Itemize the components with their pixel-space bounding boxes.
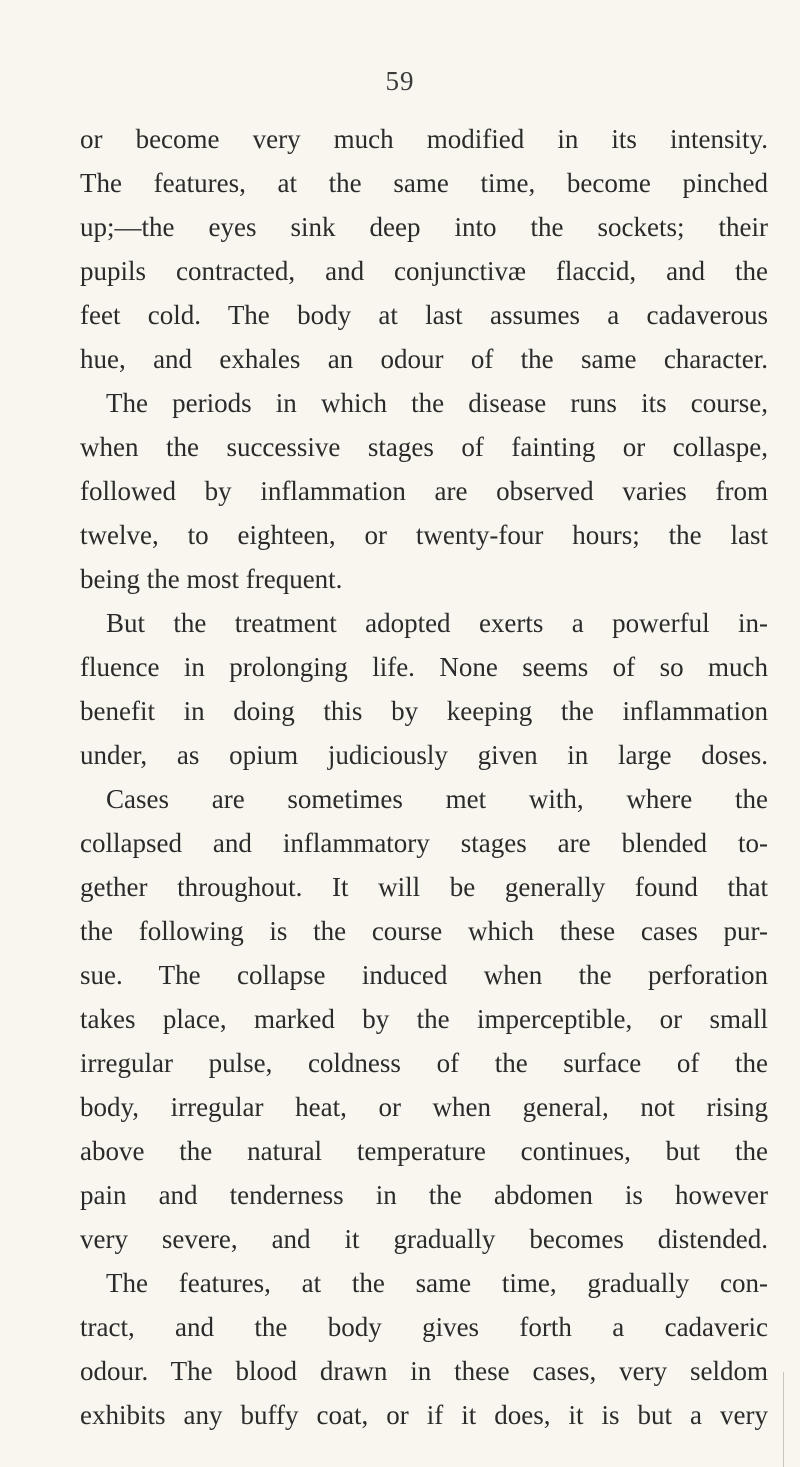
text-line: takes place, marked by the imperceptible, or small	[80, 1004, 768, 1034]
text-line: above the natural temperature continues, but the	[80, 1136, 768, 1166]
text-line: body, irregular heat, or when general, not rising	[80, 1092, 768, 1122]
text-line: The features, at the same time, become pinched	[80, 168, 768, 198]
text-line: benefit in doing this by keeping the inflammation	[80, 696, 768, 726]
text-line: The features, at the same time, gradually con-	[106, 1268, 768, 1298]
text-line: when the successive stages of fainting or collaspe,	[80, 432, 768, 462]
text-line: being the most frequent.	[80, 564, 343, 594]
text-line: The periods in which the disease runs its course,	[106, 388, 768, 418]
text-line: hue, and exhales an odour of the same character.	[80, 344, 768, 374]
text-line: collapsed and inflammatory stages are blended to-	[80, 828, 768, 858]
text-line: fluence in prolonging life. None seems of so much	[80, 652, 768, 682]
page-number: 59	[385, 66, 415, 96]
page-edge-line	[783, 1372, 784, 1467]
text-line: feet cold. The body at last assumes a cadaverous	[80, 300, 768, 330]
text-line: irregular pulse, coldness of the surface of the	[80, 1048, 768, 1078]
text-line: Cases are sometimes met with, where the	[106, 784, 768, 814]
text-line: up;—the eyes sink deep into the sockets; their	[80, 212, 768, 242]
text-line: pain and tenderness in the abdomen is however	[80, 1180, 768, 1210]
text-line: followed by inflammation are observed varies from	[80, 476, 768, 506]
text-line: exhibits any buffy coat, or if it does, it is but a very	[80, 1400, 768, 1430]
text-line: twelve, to eighteen, or twenty-four hours; the last	[80, 520, 768, 550]
text-line: gether throughout. It will be generally found that	[80, 872, 768, 902]
text-line: the following is the course which these cases pur-	[80, 916, 768, 946]
text-line: odour. The blood drawn in these cases, very seldom	[80, 1356, 768, 1386]
text-line: pupils contracted, and conjunctivæ flaccid, and the	[80, 256, 768, 286]
text-line: very severe, and it gradually becomes distended.	[80, 1224, 768, 1254]
text-line: But the treatment adopted exerts a powerful in-	[106, 608, 768, 638]
text-line: or become very much modified in its intensity.	[80, 124, 768, 154]
text-line: tract, and the body gives forth a cadaveric	[80, 1312, 768, 1342]
text-line: under, as opium judiciously given in large doses.	[80, 740, 768, 770]
text-line: sue. The collapse induced when the perforation	[80, 960, 768, 990]
